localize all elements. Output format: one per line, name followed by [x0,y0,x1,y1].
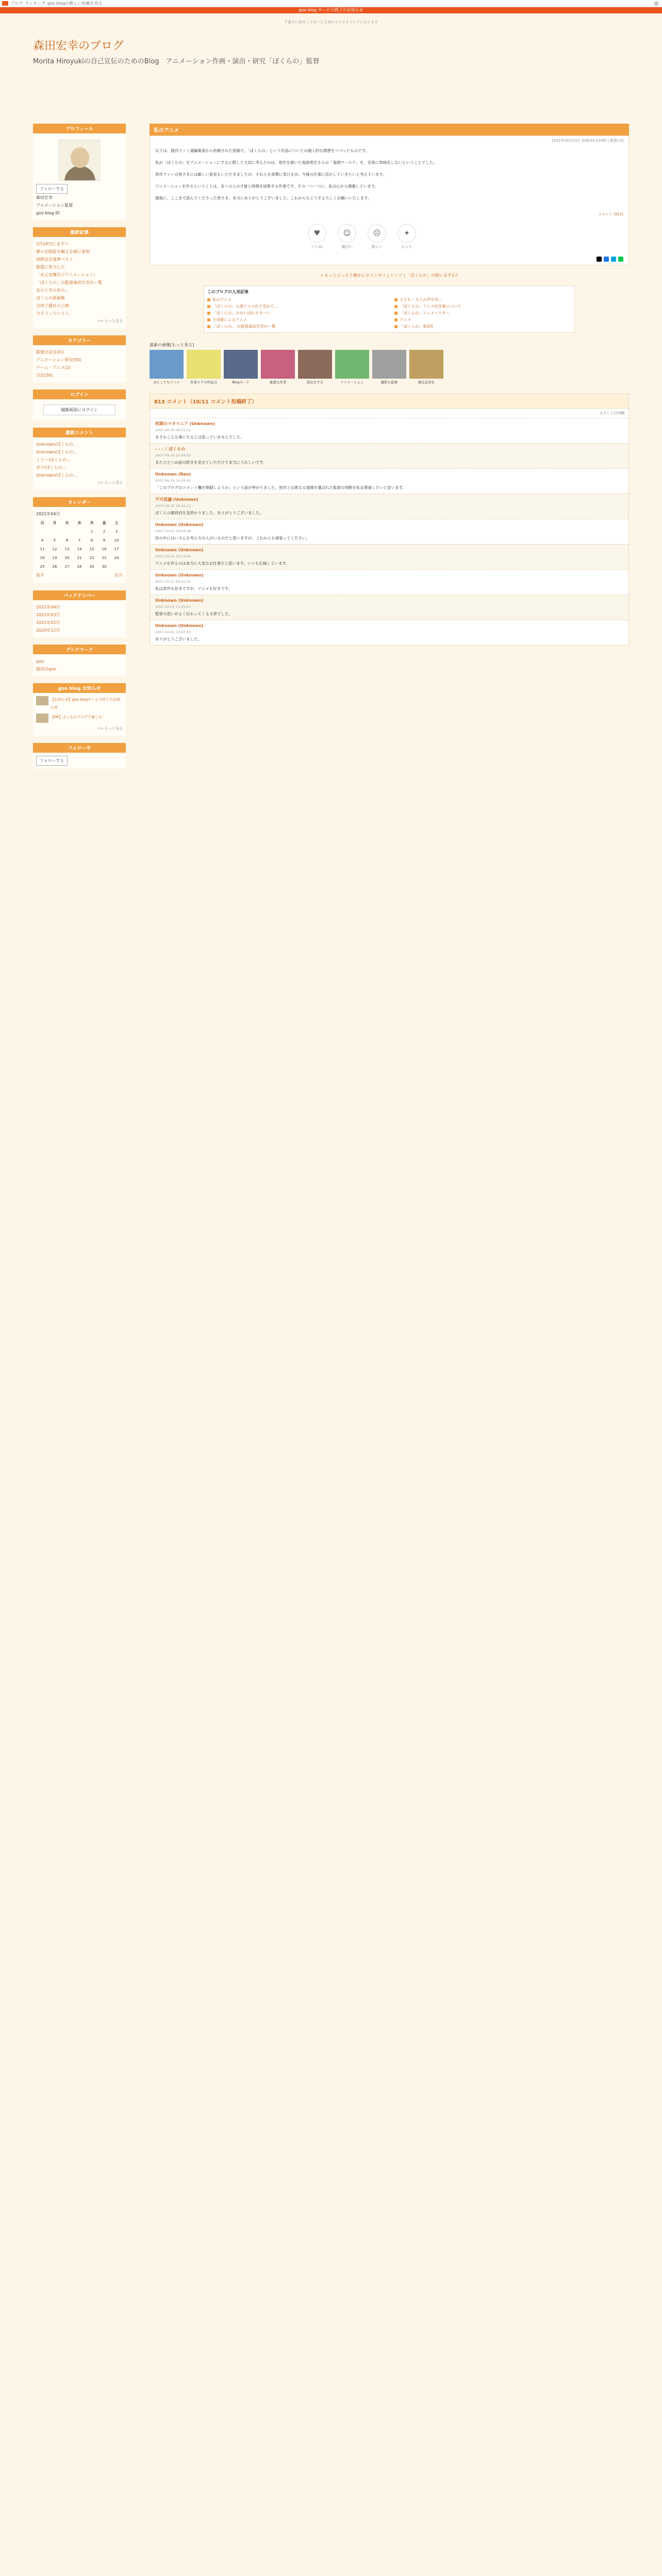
comment-link[interactable]: Unknown/ぼくらの... [36,442,77,447]
popular-thumb-icon [150,350,184,379]
recent-item[interactable]: 吉田工藝社の上映 [36,303,69,308]
entry [150,135,629,265]
login-head: ログイン [33,389,126,399]
popular-thumb-icon [224,350,258,379]
entry-comment-count[interactable]: コメント (813) [598,212,623,216]
cal-date: 7 [78,538,81,543]
popular-item[interactable]: Blogモード [224,350,258,384]
popular-item[interactable]: 撮影も監督 [372,350,406,384]
hatena-share-icon[interactable] [611,257,616,262]
comment-link[interactable]: Unknown/ぼくらの... [36,450,77,454]
related-item[interactable]: 「ぼくらの」のめいぼれネタバレ [207,310,384,316]
toolbar-new-posts[interactable]: goo blogの新しい投稿を見る [47,1,103,6]
cal-date: 28 [77,565,82,569]
blog-title[interactable]: 森田宏幸のブログ [33,40,124,53]
popular-item[interactable]: 補足記述を [409,350,443,384]
sidebar [33,124,126,776]
cal-date: 17 [114,547,119,551]
popular-thumb-icon [409,350,443,379]
article-icon [394,305,398,308]
category-head: カテゴリー [33,335,126,345]
comments-side-head: 最新コメント [33,428,126,437]
calendar-head: カレンダー [33,497,126,507]
facebook-share-icon[interactable] [604,257,609,262]
comment-link[interactable]: ミツー/ぼくらの... [36,457,71,462]
cal-date [73,528,86,536]
subline-text: 下書きに保存しておいた文章がそのままブログになります [284,20,378,24]
reaction-sad[interactable]: ☹ 悲しい [365,224,389,249]
cal-date: 15 [89,547,94,551]
profile-line-2: goo blog ID [36,211,60,215]
article-icon [207,298,210,301]
follow-box-button[interactable]: フォローする [36,756,68,766]
cal-day: 火 [65,521,69,525]
line-share-icon[interactable] [618,257,623,262]
cal-date [61,528,73,536]
top-toolbar [0,0,662,7]
backnumber-item[interactable]: 2021年01月 [36,620,60,625]
reaction-funny[interactable]: ☺ 面白い [335,224,359,249]
backnumber-item[interactable]: 2021年04月 [36,605,60,609]
news-thumb-icon [36,714,48,723]
popular-item[interactable]: あたしたちアニメ [150,350,184,384]
recent-head: 最新記事 [33,227,126,237]
popular-images [150,350,629,384]
popular-head: 最新の画像[もっと見る] [150,343,194,347]
popular-thumb-icon [187,350,221,379]
comments-box [33,428,126,490]
cal-date: 10 [114,538,119,543]
comments-sort[interactable]: コメント日付順 [599,411,624,415]
like-icon: ♥ [308,224,326,243]
article-icon [207,318,210,321]
article-icon [394,325,398,328]
news-item[interactable]: 【お知らせ】goo blogサービス終了のお知らせ [51,698,121,709]
goo-blog-head: goo blog お知らせ [33,683,126,693]
cal-date [110,563,123,571]
calendar-next[interactable]: 次月 [114,573,123,578]
goo-blog-box [33,683,126,736]
reactions [150,220,628,253]
entry-paragraph: 私が「ぼくらの」をアニメーションにするに際して大切に考えたのは、原作を描いた鬼頭莫宏さんの「鬼頭ワールド」を、安易に単純化しないということでした。 [155,160,437,165]
popular-item[interactable]: 重要な作業 [261,350,295,384]
bookmark-item[interactable]: goo [36,659,44,664]
profile-head: プロフィール [33,124,126,133]
news-thumb-icon [36,696,48,705]
entry-body [150,145,628,209]
profile-box [33,124,126,220]
cal-date: 12 [52,547,57,551]
cal-date [48,528,61,536]
popular-thumb-icon [261,350,295,379]
recent-item[interactable]: 今そうっていう人 [36,311,69,316]
recent-item[interactable]: ぼくらの原画集 [36,296,65,300]
article-icon [394,312,398,315]
entry-paragraph: 最後に、ここまで読んでくださった皆さま、本当にありがとうございました。これからもどうぞよろしくお願いいたします。 [155,196,372,200]
recent-item[interactable]: 「水元宜輝氏でアニメーション」 [36,273,98,277]
recent-item[interactable]: 「ぼくらの」の監督森田宏幸がー覧 [36,280,102,285]
related-item[interactable]: 私のアニメ [207,297,384,302]
category-item[interactable]: ゲーム・アニメ(2) [36,365,71,370]
reaction-like[interactable]: ♥ いいね [305,224,329,249]
share-buttons [150,253,628,265]
main-content [150,124,629,646]
news-item[interactable]: 【PR】ぷっちのブログで楽しむ [51,715,103,719]
cal-date: 20 [64,556,70,560]
article-icon [207,305,210,308]
comment-item: Unknown (Ren) 2007-09-30 14:20:05 「このブログのコメント欄を閉鎖しようか」という話が挙がりました。原作とは異なる展開を選ばれた監督の判断を私は尊重したいと思います。 [150,468,628,494]
cal-day: 日 [40,521,44,525]
entry-date: 2021年04月23日 03時34分24秒 | 監督日記 [551,139,624,143]
cal-date: 1 [90,530,93,534]
backnumber-item[interactable]: 2021年03月 [36,613,60,617]
cal-date: 27 [64,565,70,569]
category-item[interactable]: 日記(30) [36,373,53,378]
goo-logo-icon[interactable] [2,1,8,6]
cal-day: 金 [102,521,106,525]
comment-link[interactable]: Unknown/ぼくらの... [36,473,77,478]
funny-icon: ☺ [338,224,356,243]
cal-day: 水 [77,521,81,525]
recent-item[interactable]: 節電に努力した [36,265,65,269]
article-icon [207,325,210,328]
popular-thumb-icon [298,350,332,379]
calendar-table [36,519,123,571]
cal-day: 月 [53,521,57,525]
follow-head: フォロー中 [33,743,126,753]
cal-date: 16 [102,547,107,551]
cal-date: 9 [103,538,106,543]
comment-item: 初期のマタマニア (Unknown) 2007-09-30 08:15:32 まさかこんな事になるとは思っていませんでした。 [150,418,628,443]
login-button[interactable]: 編集画面にログイン [43,404,115,415]
comments-head: 813 コメント（10/11 コメント投稿終了） [150,394,628,409]
cal-date: 26 [52,565,57,569]
article-icon [394,298,398,301]
comments-more-link[interactable]: >> もっと見る [97,481,123,485]
related-item[interactable]: 「ぼくらの」公演アニメ化で売れて... [207,303,384,309]
profile-line-1: アニメーション監督 [36,203,73,208]
toolbar-blog[interactable]: ブログ [10,1,23,6]
popular-item[interactable]: 演出をする [298,350,332,384]
cal-date: 13 [64,547,70,551]
bookmark-item[interactable]: 最初はgoo [36,667,56,671]
comment-item: Unknown (Unknown) 2007-10-01 09:31:20 私は原作も好きですが、アニメも好きです。 [150,569,628,595]
cal-date: 24 [114,556,119,560]
cal-date: 22 [89,556,94,560]
entry-title[interactable]: 私のアニメ [150,124,629,135]
popular-thumb-icon [335,350,369,379]
entry-paragraph: 原作ファンの皆さまには厳しい意見もいただきましたが、それらを真摯に受け止め、今後の仕事に活かしていきたいと考えています。 [155,172,387,177]
backnumber-box [33,590,126,637]
recent-item[interactable]: 3月10日にまずべ [36,242,69,246]
cal-day: 木 [90,521,94,525]
cal-date: 19 [52,556,57,560]
backnumber-head: バックナンバー [33,590,126,600]
reaction-hint[interactable]: ✦ ヒント [394,224,419,249]
calendar-prev[interactable]: 前月 [36,573,44,578]
article-icon [207,312,210,315]
blog-subtitle: Morita Hiroyukiの自己宣伝のためのBlog アニメーション作画・演出・研究「ぼくらの」監督 [33,58,320,65]
related-articles [204,285,575,333]
recent-box [33,227,126,328]
cal-date: 3 [115,530,118,534]
related-item[interactable]: 「ぼくらの」 の監督森田宏幸がー覧 [207,324,384,329]
comment-item: 不可思議 (Unknown) 2007-09-30 16:42:12 ぼくらの最終回を見終わりました。ありがとうございました。 [150,494,628,519]
related-item[interactable]: 「ぼくらの」アニメ化作業について [394,303,571,309]
comment-link[interactable]: ガウ/ぼくらの... [36,465,67,470]
promo-banner[interactable]: goo blog サービス終了のお知らせ [0,7,662,13]
related-item[interactable]: 「ぼくらの」アニメバスター [394,310,571,316]
sad-icon: ☹ [368,224,386,243]
follow-button[interactable]: フォローする [36,184,68,194]
related-item[interactable]: 「ぼくらの」第2回 [394,324,571,329]
bookmark-head: ブックマーク [33,645,126,654]
article-icon [394,318,398,321]
cal-date: 30 [102,565,107,569]
avatar[interactable] [59,140,100,181]
comment-item: - - - ♪ ぼくらの 2007-09-30 12:08:41 またひとつお話の続きを見せていただけて本当にうれしいです。 [150,443,628,468]
comment-item: Unknown (Unknown) 2007-10-01 02:12:44 アニメを作るのは本当に大変なお仕事だと思います。いつも応援しています。 [150,544,628,569]
comment-item: Unknown (Unknown) 2007-10-01 11:05:07 監督の思いがよく伝わってくる文章でした。 [150,595,628,620]
cal-date: 4 [41,538,44,543]
cal-date: 8 [90,538,93,543]
comment-item: Unknown (Unknown) 2007-10-01 00:03:58 世の中にはいろんな考え方の人がいるのだと思いますが、これからも頑張ってください。 [150,519,628,544]
related-item[interactable]: 子ども・大人の声を何... [394,297,571,302]
recent-item[interactable]: 夢の北欧絵を観る企画に参加 [36,249,90,254]
entry-navigation[interactable]: « もっとひっそり静かにホスンダイ | トップ | 「ぼくらの」の続いますか? [320,273,458,278]
popular-item[interactable]: アニメーション [335,350,369,384]
backnumber-item[interactable]: 2020年12月 [36,628,60,633]
user-icon[interactable] [654,1,659,6]
recent-item[interactable]: あのときのあの... [36,288,69,293]
cal-date: 29 [89,565,94,569]
toolbar-ranking[interactable]: ランキング [25,1,45,6]
bookmark-box [33,645,126,676]
popular-item[interactable]: 作業ログの作品日 [187,350,221,384]
cal-day: 土 [114,521,119,525]
login-box [33,389,126,420]
cal-date: 23 [102,556,107,560]
profile-handle: 森田宏幸 [36,195,53,200]
follow-box [33,743,126,769]
entry-paragraph: 以下は、週刊ファミ通編集部から依頼された原稿で、「ぼくらの」という作品についての個人的な感想をつづったものです。 [155,148,370,153]
cal-date: 25 [40,565,45,569]
category-box [33,335,126,382]
hint-icon: ✦ [398,224,416,243]
cal-date: 11 [40,547,45,551]
related-item[interactable]: 主役級によるアニメ [207,317,384,323]
cal-date: 2 [103,530,106,534]
cal-date [36,528,48,536]
cal-date: 14 [77,547,82,551]
x-share-icon[interactable] [597,257,602,262]
comment-item: Unknown (Unknown) 2007-10-01 13:47:33 ありがとうございました。 [150,620,628,645]
goo-blog-more-link[interactable]: >> もっと見る [97,726,123,731]
cal-date: 21 [77,556,82,560]
recent-item[interactable]: 国際会計基準ベスト [36,257,73,262]
cal-date: 5 [53,538,56,543]
category-item[interactable]: アニメーション研究(50) [36,358,81,362]
related-head: このブログの人気記事 [207,290,249,294]
comments-section [150,394,629,646]
recent-more-link[interactable]: >> もっと見る [97,319,123,323]
cal-date: 18 [40,556,45,560]
calendar-box [33,497,126,583]
entry-paragraph: アニメーションを作るということは、多くの人の才能と時間を結集する作業です。その一つ一つに、私は心から感謝しています。 [155,184,379,189]
category-item[interactable]: 監督日記(101) [36,350,64,354]
popular-thumb-icon [372,350,406,379]
calendar-month: 2021年04月 [36,512,60,516]
related-item[interactable]: アニメ [394,317,571,323]
cal-date: 6 [65,538,69,543]
